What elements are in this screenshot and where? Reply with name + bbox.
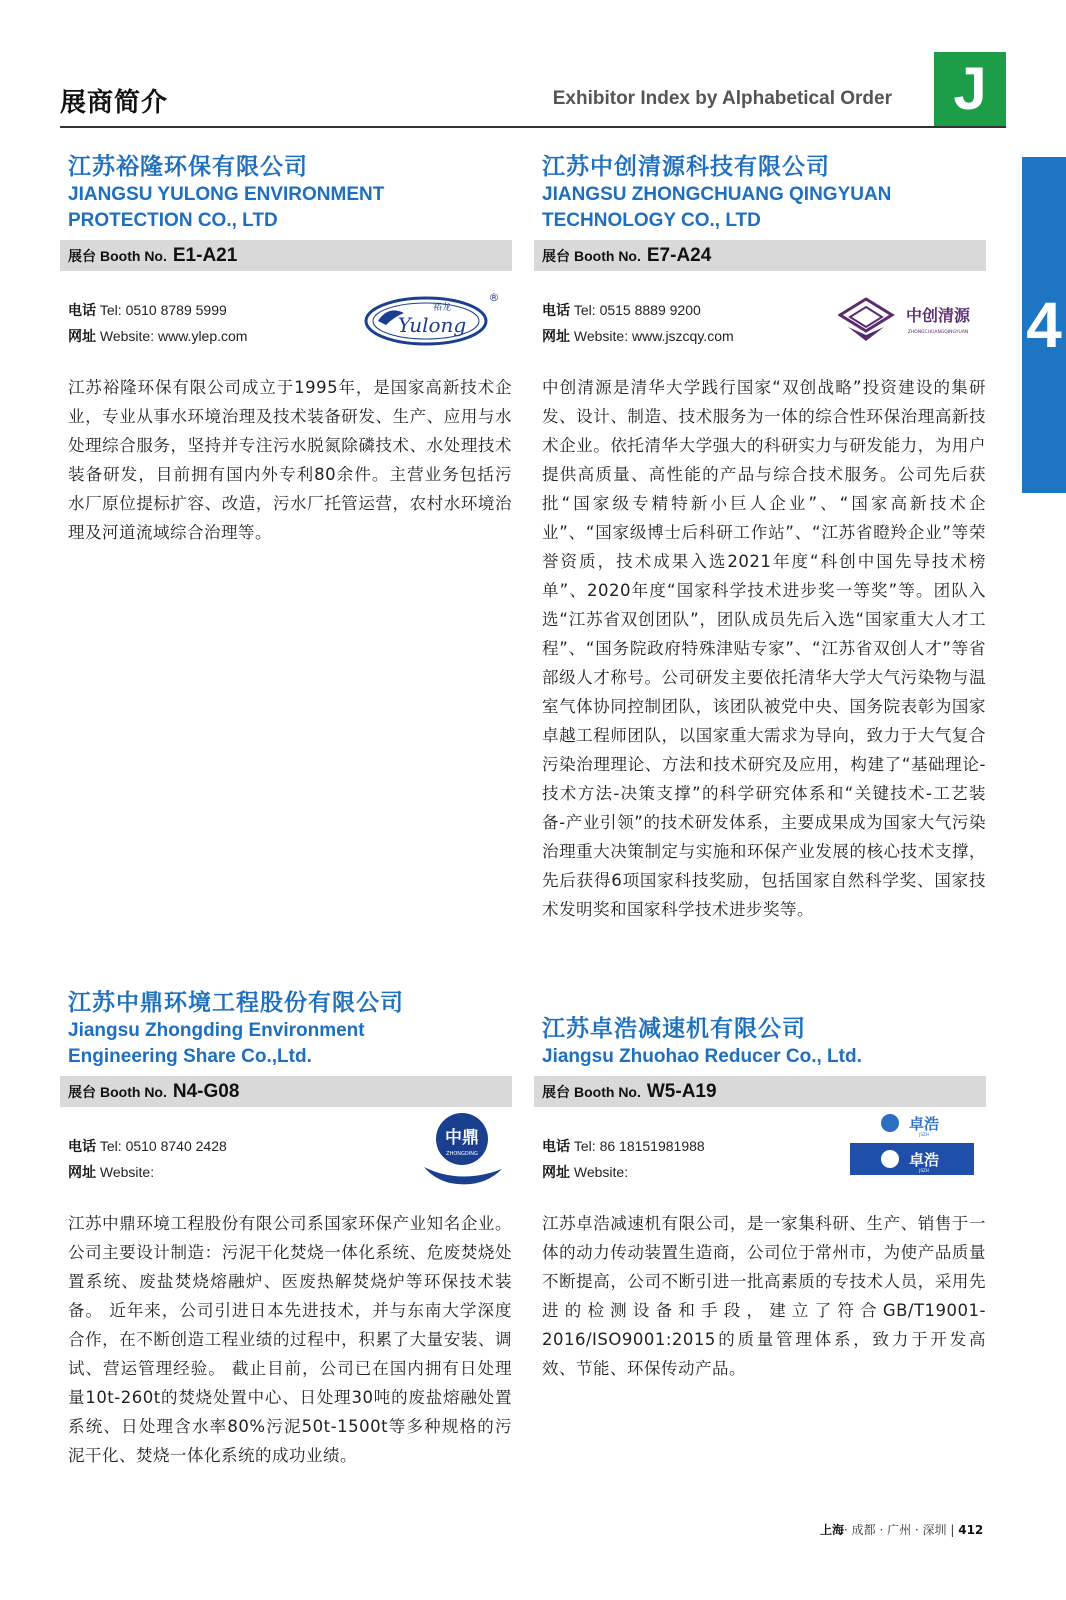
web-label-cn: 网址 <box>68 328 96 344</box>
web-label-en: Website: <box>573 328 629 344</box>
side-section-number: 4 <box>1026 289 1062 361</box>
company-name-cn: 江苏中鼎环境工程股份有限公司 <box>68 990 404 1016</box>
phone-number: 0510 8789 5999 <box>125 302 227 318</box>
exhibitor-card-zhongchuang <box>534 152 986 924</box>
exhibitor-card-zhongding <box>60 988 512 1470</box>
page-number: 412 <box>958 1523 984 1537</box>
company-name-en-line2: PROTECTION CO., LTD <box>68 210 278 231</box>
booth-bar <box>534 1076 986 1107</box>
booth-label-cn: 展台 <box>542 247 570 264</box>
zhuohao-logo <box>846 1111 976 1177</box>
booth-bar <box>60 1076 512 1107</box>
contact-block <box>68 291 512 353</box>
footer-cities: · 成都 · 广州 · 深圳 <box>844 1523 947 1537</box>
page-title: 展商简介 <box>60 88 169 118</box>
page-footer <box>820 1521 983 1538</box>
footer-separator: | <box>950 1523 959 1537</box>
phone-number: 0510 8740 2428 <box>125 1138 227 1154</box>
page-subtitle: Exhibitor Index by Alphabetical Order <box>552 88 892 109</box>
footer-city-main: 上海 <box>820 1523 845 1537</box>
phone-number: 0515 8889 9200 <box>599 302 701 318</box>
company-name-en-line2: TECHNOLOGY CO., LTD <box>542 210 761 231</box>
booth-label-en: Booth No. <box>100 247 167 264</box>
company-description: 中创清源是清华大学践行国家“双创战略”投资建设的集研发、设计、制造、技术服务为一体的综合性环保治理高新技术企业。依托清华大学强大的科研实力与研发能力，为用户提供高质量、高性能的产品与综合技术服务。公司先后获批“国家级专精特新小巨人企业”、“国家高新技术企业”、“国家级博士后科研工作站”、“江苏省瞪羚企业”等荣誉资质，技术成果入选2021年度“科创中国先导技术榜单”、2020年度“国家科学技术进步奖一等奖”等。团队入选“江苏省双创团队”，团队成员先后入选“国家重大人才工程”、“国务院政府特殊津贴专家”、“江苏省双创人才”等省部级人才称号。公司研发主要依托清华大学大气污染物与温室气体协同控制团队，该团队被党中央、国务院表彰为国家卓越工程师团队，以国家重大需求为导向，致力于大气复合污染治理理论、方法和技术研究及应用，构建了“基础理论-技术方法-决策支撑”的科学研究体系和“关键技术-工艺装备-产业引领”的技术研发体系，主要成果成为国家大气污染治理重大决策制定与实施和环保产业发展的核心技术支撑，先后获得6项国家科技奖励，包括国家自然科学奖、国家技术发明奖和国家科学技术进步奖等。 <box>542 378 986 919</box>
exhibitor-card-yulong <box>60 152 512 547</box>
booth-bar <box>60 240 512 271</box>
company-name-cn: 江苏卓浩减速机有限公司 <box>542 1016 806 1042</box>
web-label-cn: 网址 <box>542 1164 570 1180</box>
web-label-cn: 网址 <box>68 1164 96 1180</box>
header-divider <box>60 126 1006 128</box>
tel-label-en: Tel: <box>99 302 122 318</box>
tel-label-cn: 电话 <box>68 302 96 318</box>
phone-number: 86 18151981988 <box>599 1138 705 1154</box>
booth-label-cn: 展台 <box>68 247 96 264</box>
yulong-logo <box>364 291 502 349</box>
web-label-en: Website: <box>573 1164 629 1180</box>
zhuohao-logo-top-mark <box>881 1114 899 1132</box>
zhuohao-logo-sub-bottom: JSZH <box>919 1168 929 1173</box>
yulong-logo-cn: 裕龙 <box>432 303 452 313</box>
web-label-en: Website: <box>99 1164 155 1180</box>
booth-label-en: Booth No. <box>100 1083 167 1100</box>
company-name-cn: 江苏裕隆环保有限公司 <box>68 154 308 180</box>
company-name-en-line2: Engineering Share Co.,Ltd. <box>68 1046 312 1067</box>
company-name-cn: 江苏中创清源科技有限公司 <box>542 154 830 180</box>
booth-number: E1-A21 <box>172 244 238 266</box>
web-label-en: Website: <box>99 328 155 344</box>
booth-number: E7-A24 <box>646 244 712 266</box>
company-name-en: JIANGSU YULONG ENVIRONMENT <box>68 184 385 205</box>
booth-number: W5-A19 <box>646 1080 717 1102</box>
zhongchuang-logo-arrow <box>848 327 884 341</box>
zhongchuang-logo-sub: ZHONGCHUANGQINGYUAN <box>907 330 969 335</box>
booth-label-en: Booth No. <box>574 247 641 264</box>
website-link[interactable]: www.jszcqy.com <box>632 328 734 344</box>
contact-block <box>542 1115 986 1189</box>
booth-label-cn: 展台 <box>542 1083 570 1100</box>
zhongchuang-logo-text: 中创清源 <box>905 306 971 325</box>
company-description: 江苏裕隆环保有限公司成立于1995年，是国家高新技术企业，专业从事水环境治理及技术装备研发、生产、应用与水处理综合服务，坚持并专注污水脱氮除磷技术、水处理技术装备研发，目前拥有国内外专利80余件。主营业务包括污水厂原位提标扩容、改造，污水厂托管运营，农村水环境治理及河道流域综合治理等。 <box>68 378 512 542</box>
registered-mark: ® <box>488 291 500 304</box>
zhongding-logo-text: 中鼎 <box>445 1128 479 1148</box>
exhibitor-card-zhuohao <box>534 1014 986 1383</box>
contact-block <box>68 1128 512 1189</box>
booth-number: N4-G08 <box>172 1080 240 1102</box>
company-name-en: JIANGSU ZHONGCHUANG QINGYUAN <box>542 184 892 205</box>
yulong-logo-text: Yulong <box>397 313 467 337</box>
booth-bar <box>534 240 986 271</box>
zhuohao-logo-sub-top: JSZH <box>919 1132 929 1137</box>
zhongding-logo <box>420 1111 506 1189</box>
zhuohao-logo-text-top: 卓浩 <box>908 1115 940 1133</box>
zhuohao-logo-bottom-mark <box>881 1150 899 1168</box>
company-name-en: Jiangsu Zhongding Environment <box>68 1020 365 1041</box>
index-letter-badge: J <box>934 52 1006 126</box>
zhongding-logo-swoosh <box>424 1167 502 1184</box>
company-name-en: Jiangsu Zhuohao Reducer Co., Ltd. <box>542 1046 862 1067</box>
company-description: 江苏卓浩减速机有限公司，是一家集科研、生产、销售于一体的动力传动装置生造商，公司位于常州市，为使产品质量不断提高，公司不断引进一批高素质的专技术人员，采用先进的检测设备和手段，建立了符合GB/T19001-2016/ISO9001:2015的质量管理体系，致力于开发高效、节能、环保传动产品。 <box>542 1214 986 1378</box>
tel-label-cn: 电话 <box>68 1138 96 1154</box>
zhongding-logo-sub: ZHONGDING <box>446 1151 478 1157</box>
tel-label-cn: 电话 <box>542 1138 570 1154</box>
zhuohao-logo-text-bottom: 卓浩 <box>908 1151 940 1169</box>
web-label-cn: 网址 <box>542 328 570 344</box>
tel-label-cn: 电话 <box>542 302 570 318</box>
company-description: 江苏中鼎环境工程股份有限公司系国家环保产业知名企业。公司主要设计制造：污泥干化焚烧一体化系统、危废焚烧处置系统、废盐焚烧熔融炉、医废热解焚烧炉等环保技术装备。 近年来，公司引进日本先进技术，并与东南大学深度合作，在不断创造工程业绩的过程中，积累了大量安装、调试、营运管理经验。 截止目前，公司已在国内拥有日处理量10t-260t的焚烧处置中心、日处理30吨的废盐熔融处置系统、日处理含水率80%污泥50t-1500t等多种规格的污泥干化、焚烧一体化系统的成功业绩。 <box>68 1214 512 1465</box>
zhongchuang-logo <box>838 297 986 345</box>
booth-label-en: Booth No. <box>574 1083 641 1100</box>
booth-label-cn: 展台 <box>68 1083 96 1100</box>
tel-label-en: Tel: <box>573 302 596 318</box>
tel-label-en: Tel: <box>573 1138 596 1154</box>
contact-block <box>542 297 986 353</box>
tel-label-en: Tel: <box>99 1138 122 1154</box>
website-link[interactable]: www.ylep.com <box>158 328 248 344</box>
